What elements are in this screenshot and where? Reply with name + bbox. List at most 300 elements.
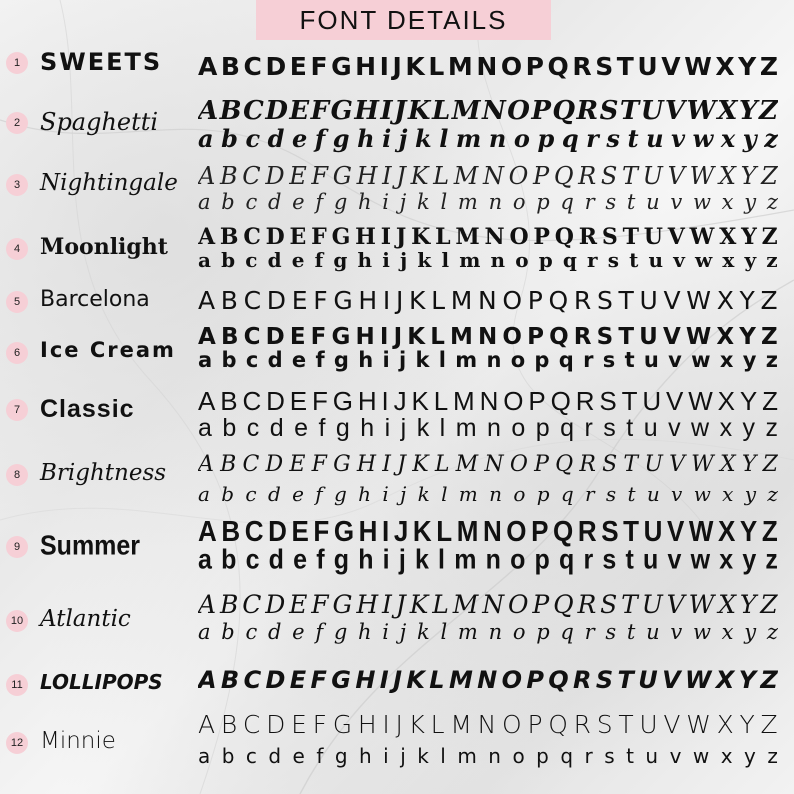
glyph: A <box>198 516 217 547</box>
glyph: I <box>382 452 391 477</box>
glyph: N <box>479 386 499 416</box>
glyph: E <box>289 224 307 250</box>
glyph: s <box>602 348 616 372</box>
glyph: q <box>560 744 574 768</box>
font-name: SWEETS <box>40 48 163 76</box>
glyph: I <box>382 710 390 739</box>
glyph: v <box>671 482 683 506</box>
glyph: v <box>671 124 686 153</box>
glyph: z <box>766 620 778 644</box>
glyph: m <box>457 744 477 768</box>
glyph: C <box>242 452 260 477</box>
glyph: x <box>719 348 734 372</box>
glyph: y <box>744 248 757 272</box>
glyph: V <box>663 286 681 315</box>
glyph: X <box>717 386 735 416</box>
font-number-badge: 7 <box>6 399 28 421</box>
glyph: E <box>289 162 307 190</box>
glyph: h <box>358 190 372 214</box>
glyph: u <box>646 482 660 506</box>
uppercase-alphabet <box>198 666 778 694</box>
glyph: W <box>688 516 714 547</box>
glyph: E <box>291 516 309 547</box>
glyph: t <box>626 620 636 644</box>
glyph: U <box>642 162 663 190</box>
glyph: b <box>221 620 235 644</box>
font-name: Summer <box>40 530 141 562</box>
glyph: D <box>265 324 285 350</box>
glyph: f <box>315 190 324 214</box>
glyph: t <box>626 744 634 768</box>
glyph: z <box>765 414 778 442</box>
glyph: s <box>605 620 617 644</box>
glyph: F <box>311 162 329 190</box>
glyph: L <box>429 666 445 694</box>
glyph: e <box>291 248 305 272</box>
glyph: B <box>220 286 238 315</box>
glyph: o <box>512 620 526 644</box>
glyph: N <box>477 710 497 739</box>
glyph: X <box>716 286 734 315</box>
glyph: k <box>416 190 430 214</box>
glyph: b <box>221 248 236 272</box>
glyph: l <box>440 620 448 644</box>
glyph: K <box>412 452 429 477</box>
glyph: N <box>482 590 505 619</box>
glyph: Z <box>761 516 778 547</box>
glyph: f <box>314 124 326 153</box>
glyph: H <box>356 452 377 477</box>
glyph: o <box>512 744 525 768</box>
glyph: Z <box>759 96 778 126</box>
font-name: LOLLIPOPS <box>40 670 163 694</box>
glyph: d <box>268 744 282 768</box>
glyph: g <box>333 482 347 506</box>
glyph: I <box>380 96 393 126</box>
lowercase-alphabet <box>198 620 778 644</box>
glyph: H <box>354 96 379 126</box>
lowercase-alphabet <box>198 744 778 768</box>
glyph: T <box>617 666 634 694</box>
font-number-badge: 8 <box>6 464 28 486</box>
glyph: V <box>664 96 686 126</box>
glyph: x <box>719 546 734 575</box>
glyph: U <box>644 452 663 477</box>
glyph: N <box>482 516 502 547</box>
glyph: k <box>414 546 429 575</box>
glyph: k <box>417 744 429 768</box>
glyph: s <box>605 190 617 214</box>
glyph: a <box>198 546 212 575</box>
glyph: P <box>531 96 551 126</box>
glyph: z <box>765 348 778 372</box>
glyph: C <box>243 666 262 694</box>
font-number-badge: 12 <box>6 732 28 754</box>
glyph: u <box>643 348 659 372</box>
glyph: o <box>515 248 529 272</box>
glyph: x <box>720 124 736 153</box>
glyph: j <box>400 248 408 272</box>
lowercase-alphabet <box>198 248 778 272</box>
glyph: F <box>313 516 330 547</box>
glyph: t <box>627 482 636 506</box>
font-number-badge: 2 <box>6 112 28 134</box>
glyph: F <box>311 224 327 250</box>
glyph: R <box>577 516 597 547</box>
glyph: G <box>332 590 353 619</box>
glyph: T <box>616 52 634 81</box>
glyph: G <box>331 52 352 81</box>
glyph: H <box>358 516 378 547</box>
glyph: L <box>430 710 445 739</box>
glyph: E <box>289 666 307 694</box>
glyph: d <box>269 414 284 442</box>
glyph: J <box>395 590 406 619</box>
glyph: N <box>478 324 498 350</box>
glyph: x <box>721 190 734 214</box>
font-number-badge: 4 <box>6 238 28 260</box>
glyph: X <box>715 52 735 81</box>
glyph: P <box>525 52 544 81</box>
glyph: p <box>534 348 550 372</box>
glyph: B <box>221 516 241 547</box>
glyph: A <box>198 710 216 739</box>
glyph: G <box>332 386 353 416</box>
glyph: G <box>331 224 351 250</box>
glyph: Y <box>739 516 758 547</box>
glyph: Z <box>760 666 778 694</box>
glyph: O <box>502 324 522 350</box>
glyph: H <box>355 52 377 81</box>
glyph: r <box>584 482 595 506</box>
glyph: n <box>488 744 501 768</box>
glyph: P <box>534 452 549 477</box>
glyph: z <box>765 546 778 575</box>
glyph: U <box>639 324 658 350</box>
glyph: P <box>533 162 550 190</box>
glyph: K <box>409 286 426 315</box>
glyph: v <box>668 414 681 442</box>
glyph: W <box>684 52 712 81</box>
glyph: n <box>486 348 502 372</box>
uppercase-alphabet <box>198 224 778 250</box>
glyph: y <box>744 190 757 214</box>
glyph: D <box>266 710 286 739</box>
glyph: N <box>484 224 505 250</box>
glyph: j <box>398 124 408 153</box>
glyph: S <box>599 386 617 416</box>
glyph: v <box>669 744 682 768</box>
glyph: A <box>198 590 217 619</box>
glyph: o <box>512 190 526 214</box>
glyph: F <box>311 386 328 416</box>
glyph: B <box>220 162 238 190</box>
glyph: A <box>198 386 216 416</box>
glyph: B <box>219 224 239 250</box>
glyph: P <box>528 386 546 416</box>
glyph: V <box>662 324 681 350</box>
glyph: w <box>691 348 711 372</box>
glyph: H <box>357 710 377 739</box>
glyph: G <box>333 452 351 477</box>
glyph: C <box>243 52 262 81</box>
glyph: D <box>265 96 288 126</box>
glyph: m <box>457 620 478 644</box>
glyph: g <box>332 124 350 153</box>
glyph: T <box>623 452 639 477</box>
glyph: F <box>312 710 327 739</box>
glyph: M <box>450 286 473 315</box>
glyph: f <box>316 744 324 768</box>
page-title: FONT DETAILS <box>299 4 508 35</box>
glyph: B <box>219 590 239 619</box>
glyph: p <box>536 620 550 644</box>
font-number-badge: 1 <box>6 52 28 74</box>
glyph: X <box>715 666 735 694</box>
glyph: R <box>575 386 595 416</box>
glyph: d <box>267 248 282 272</box>
font-name: Ice Cream <box>40 338 176 362</box>
glyph: c <box>245 546 260 575</box>
glyph: p <box>538 248 553 272</box>
font-name: Atlantic <box>40 606 131 632</box>
glyph: n <box>488 620 503 644</box>
uppercase-alphabet <box>198 286 778 315</box>
glyph: B <box>220 452 237 477</box>
glyph: W <box>686 286 712 315</box>
glyph: A <box>198 286 216 315</box>
glyph: f <box>315 348 325 372</box>
glyph: H <box>355 224 376 250</box>
glyph: r <box>587 248 598 272</box>
glyph: F <box>310 96 330 126</box>
glyph: g <box>333 248 348 272</box>
glyph: I <box>382 286 391 315</box>
glyph: e <box>292 190 305 214</box>
glyph: Z <box>760 590 778 619</box>
glyph: e <box>292 482 304 506</box>
glyph: p <box>536 744 549 768</box>
glyph: a <box>198 124 214 153</box>
glyph: V <box>663 710 681 739</box>
glyph: N <box>477 286 497 315</box>
glyph: C <box>243 224 261 250</box>
glyph: n <box>488 124 507 153</box>
glyph: M <box>453 386 475 416</box>
glyph: U <box>637 52 658 81</box>
glyph: W <box>689 224 715 250</box>
glyph: m <box>455 414 477 442</box>
glyph: V <box>666 516 685 547</box>
glyph: P <box>533 224 550 250</box>
glyph: o <box>513 124 530 153</box>
glyph: c <box>245 348 259 372</box>
glyph: g <box>333 190 348 214</box>
glyph: h <box>358 546 374 575</box>
glyph: P <box>527 286 543 315</box>
glyph: K <box>409 590 429 619</box>
glyph: U <box>642 386 662 416</box>
glyph: n <box>488 190 503 214</box>
glyph: D <box>265 162 285 190</box>
glyph: J <box>395 286 404 315</box>
glyph: d <box>267 124 285 153</box>
glyph: j <box>400 744 406 768</box>
glyph: U <box>643 516 663 547</box>
glyph: M <box>452 590 479 619</box>
glyph: N <box>484 452 504 477</box>
glyph: W <box>688 590 715 619</box>
glyph: B <box>220 666 240 694</box>
glyph: k <box>417 482 430 506</box>
glyph: q <box>561 124 579 153</box>
glyph: A <box>198 162 216 190</box>
glyph: K <box>407 324 426 350</box>
glyph: D <box>265 452 284 477</box>
font-name: Minnie <box>40 728 116 754</box>
glyph: L <box>436 516 453 547</box>
glyph: i <box>382 620 389 644</box>
glyph: W <box>685 666 712 694</box>
glyph: N <box>476 52 498 81</box>
glyph: d <box>267 190 282 214</box>
glyph: L <box>433 386 449 416</box>
glyph: X <box>716 710 734 739</box>
glyph: A <box>198 224 216 250</box>
glyph: h <box>358 620 372 644</box>
glyph: P <box>527 710 543 739</box>
glyph: t <box>624 348 635 372</box>
glyph: j <box>399 620 407 644</box>
glyph: K <box>407 96 431 126</box>
glyph: H <box>355 324 375 350</box>
glyph: H <box>356 590 379 619</box>
glyph: E <box>289 96 310 126</box>
glyph: j <box>398 348 407 372</box>
glyph: p <box>536 190 550 214</box>
glyph: X <box>718 162 736 190</box>
glyph: L <box>434 452 450 477</box>
glyph: X <box>718 590 736 619</box>
glyph: B <box>219 96 242 126</box>
glyph: D <box>265 666 286 694</box>
glyph: y <box>742 546 757 575</box>
glyph: c <box>245 482 257 506</box>
glyph: Q <box>554 224 574 250</box>
glyph: R <box>576 96 599 126</box>
glyph: R <box>577 590 597 619</box>
glyph: V <box>667 162 685 190</box>
glyph: I <box>382 590 392 619</box>
glyph: s <box>607 248 619 272</box>
font-number-badge: 10 <box>6 610 28 632</box>
uppercase-alphabet <box>198 452 778 477</box>
glyph: X <box>719 224 737 250</box>
glyph: e <box>292 620 305 644</box>
glyph: Q <box>553 516 574 547</box>
glyph: A <box>198 452 214 477</box>
font-number-badge: 6 <box>6 342 28 364</box>
glyph: C <box>242 162 261 190</box>
uppercase-alphabet <box>198 96 778 126</box>
glyph: D <box>268 516 287 547</box>
glyph: b <box>222 414 237 442</box>
glyph: L <box>431 286 446 315</box>
glyph: j <box>398 546 406 575</box>
glyph: Z <box>762 452 778 477</box>
glyph: L <box>432 590 449 619</box>
glyph: S <box>602 452 618 477</box>
glyph: P <box>527 324 544 350</box>
glyph: r <box>584 190 595 214</box>
glyph: C <box>243 324 261 350</box>
font-name: Nightingale <box>40 170 178 196</box>
glyph: P <box>531 516 549 547</box>
glyph: M <box>447 52 473 81</box>
glyph: q <box>558 348 574 372</box>
glyph: H <box>357 386 377 416</box>
glyph: a <box>198 348 213 372</box>
glyph: z <box>767 482 778 506</box>
glyph: Y <box>739 386 758 416</box>
glyph: n <box>489 482 502 506</box>
glyph: s <box>604 744 615 768</box>
glyph: J <box>392 52 402 81</box>
glyph: S <box>596 710 613 739</box>
font-number-badge: 5 <box>6 291 28 313</box>
glyph: u <box>646 620 660 644</box>
glyph: F <box>310 666 327 694</box>
glyph: S <box>595 52 614 81</box>
glyph: W <box>688 386 713 416</box>
glyph: A <box>198 96 219 126</box>
glyph: J <box>395 224 407 250</box>
glyph: w <box>692 620 711 644</box>
glyph: V <box>669 452 685 477</box>
glyph: g <box>335 414 350 442</box>
glyph: t <box>626 190 636 214</box>
glyph: r <box>586 124 599 153</box>
glyph: G <box>333 286 353 315</box>
glyph: J <box>393 666 402 694</box>
glyph: t <box>629 248 639 272</box>
lowercase-alphabet <box>198 190 778 214</box>
glyph: s <box>605 482 617 506</box>
glyph: T <box>623 516 640 547</box>
glyph: j <box>400 482 407 506</box>
glyph: W <box>686 96 716 126</box>
glyph: R <box>573 286 592 315</box>
glyph: g <box>333 620 348 644</box>
glyph: S <box>600 590 618 619</box>
glyph: T <box>622 162 639 190</box>
glyph: m <box>455 124 482 153</box>
glyph: W <box>686 710 711 739</box>
glyph: U <box>638 666 658 694</box>
glyph: S <box>595 666 614 694</box>
glyph: j <box>400 414 407 442</box>
uppercase-alphabet <box>198 162 778 190</box>
glyph: f <box>318 414 326 442</box>
lowercase-alphabet <box>198 348 778 372</box>
glyph: Q <box>548 286 569 315</box>
glyph: u <box>645 744 659 768</box>
glyph: X <box>718 516 736 547</box>
glyph: d <box>267 348 283 372</box>
glyph: v <box>673 248 685 272</box>
glyph: i <box>382 190 389 214</box>
glyph: u <box>643 414 658 442</box>
